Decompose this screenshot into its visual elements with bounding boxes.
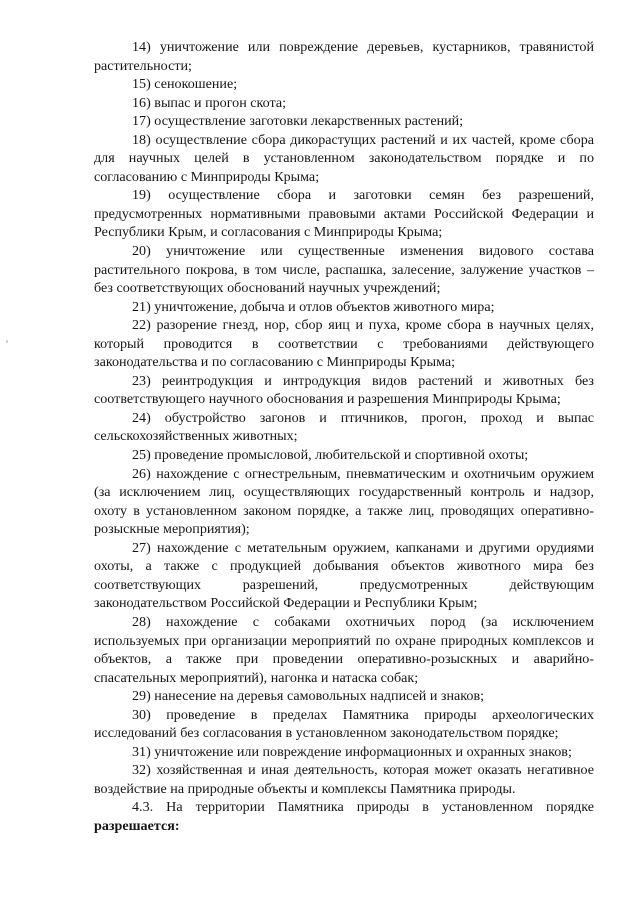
section-4-3-text: 4.3. На территории Памятника природы в установленном порядке <box>132 799 594 816</box>
scan-margin-mark <box>6 340 8 343</box>
list-item-14: 14) уничтожение или повреждение деревьев, кустарников, травянистой растительности; <box>94 39 594 74</box>
list-item-28: 28) нахождение с собаками охотничьих пород (за исключением используемых при организации мероприятий по охране природных комплексов и объектов, а также при проведении оперативно-розыскных и аварийно-спасательных мероприятий), нагонка и натаска собак; <box>94 613 594 686</box>
document-page <box>94 38 594 836</box>
list-item-29: 29) нанесение на деревья самовольных надписей и знаков; <box>132 688 485 705</box>
section-4-3-bold-term: разрешается: <box>94 817 180 834</box>
list-item-21: 21) уничтожение, добыча и отлов объектов животного мира; <box>132 298 495 315</box>
section-4-3-paragraph <box>94 798 594 835</box>
list-item-23: 23) реинтродукция и интродукция видов растений и животных без соответствующего научного обоснования и разрешения Минприроды Крыма; <box>94 372 594 408</box>
list-item-16: 16) выпас и прогон скота; <box>132 94 287 111</box>
list-item-15: 15) сенокошение; <box>132 76 238 93</box>
list-item-30: 30) проведение в пределах Памятника природы археологических исследований без согласования в установленном законодательством порядке; <box>94 706 594 742</box>
list-item-19: 19) осуществление сбора и заготовки семян без разрешений, предусмотренных нормативными правовыми актами Российской Федерации и Республики Крым, и согласования с Минприроды Крыма; <box>94 187 594 241</box>
list-item-32: 32) хозяйственная и иная деятельность, которая может оказать негативное воздействие на природные объекты и комплексы Памятника природы. <box>94 762 594 797</box>
list-item-31: 31) уничтожение или повреждение информационных и охранных знаков; <box>132 743 572 760</box>
list-item-20: 20) уничтожение или существенные изменения видового состава растительного покрова, в том числе, распашка, залесение, залужение участков – без соответствующих обоснований научных учреждений; <box>94 243 594 297</box>
list-item-18: 18) осуществление сбора дикорастущих растений и их частей, кроме сбора для научных целей в установленном законодательством порядке и по согласованию с Минприроды Крыма; <box>94 131 594 185</box>
list-item-22: 22) разорение гнезд, нор, сбор яиц и пуха, кроме сбора в научных целях, который проводится в соответствии с требованиями действующего законодательства и по согласованию с Минприроды Крыма; <box>94 317 594 371</box>
list-item-24: 24) обустройство загонов и птичников, прогон, проход и выпас сельскохозяйственных животных; <box>94 409 594 445</box>
list-item-27: 27) нахождение с метательным оружием, капканами и другими орудиями охоты, а также с продукцией добывания объектов животного мира без соответствующих разрешений, предусмотренных действующим законодательством Российской Федерации и Республики Крым; <box>94 539 594 612</box>
list-item-25: 25) проведение промысловой, любительской и спортивной охоты; <box>132 447 529 464</box>
list-item-17: 17) осуществление заготовки лекарственных растений; <box>132 113 464 130</box>
list-item-26: 26) нахождение с огнестрельным, пневматическим и охотничьим оружием (за исключением лиц, осуществляющих государственный контроль и надзор, охоту в установленном законом порядке, а также лиц, проводящих оперативно-розыскные мероприятия); <box>94 465 594 538</box>
